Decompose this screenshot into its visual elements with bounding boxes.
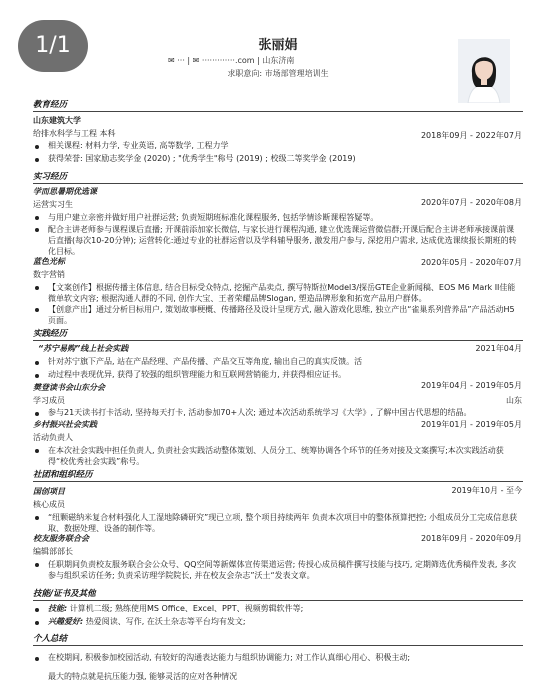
section-education-title: 教育经历 [33,98,523,112]
internship-item: 配合主讲老师参与课程课后直播; 开课前添加家长微信, 与家长进行课程沟通, 建立优选课运营微信群;开课后配合主讲老师承接课前课后直播(每次10-20分钟); 运营转化:通过专业的社群运营以及学科辅导服务, 激发用户参与, 深挖用户需求, 达成优选课续报长期班的转化目标。 [48,225,517,256]
education-dates: 2018年09月 - 2022年07月 [420,131,522,140]
bullet [35,308,39,312]
practice-name: 樊登读书会山东分会 [33,383,105,392]
section-skills-title: 技能/证书及其他 [33,587,523,601]
practice-name: 乡村振兴社会实践 [33,420,97,429]
job-intent: 求职意向: 市场部管理培训生 [227,69,329,78]
internship-dates: 2020年05月 - 2020年07月 [420,258,522,267]
skill-text: 热爱阅读、写作, 在沃土杂志等平台均有发文; [85,617,246,626]
bullet [35,449,39,453]
internship-item: 【创意产出】通过分析目标用户, 策划故事梗概、传播路径及设计呈现方式, 融入游戏化思维, 独立产出“雀巢系列营养品”产品活动H5页面。 [48,305,515,325]
bullet [35,158,39,162]
education-item: 相关课程: 材料力学, 专业英语, 高等数学, 工程力学 [48,141,229,150]
org-name: 校友服务联合会 [33,534,89,543]
section-practice-title: 实践经历 [33,327,523,341]
practice-item: 在本次社会实践中担任负责人, 负责社会实践活动整体策划、人员分工、统筹协调各个环节的任务对接及文案撰写;本次实践活动获得“校优秀社会实践”称号。 [48,446,504,466]
candidate-name: 张丽娟 [258,38,298,53]
bullet [35,608,39,612]
org-item: 任职期间负责校友服务联合会公众号、QQ空间等新媒体宣传渠道运营; 传授心成员稿件撰写技能与技巧, 定期筛选优秀稿件发表, 多次参与组织采访任务; 负责采访理学院院长, 并在校友会杂志”沃土“发表文章。 [48,560,516,580]
practice-item: 针对苏宁旗下产品, 站在产品经理、产品传播、产品交互等角度, 输出自己的真实反馈。活 [48,357,363,366]
contact-info: ✉ ··· | ✉ ·············.com | 山东济南 [168,56,295,65]
skill-row [48,617,246,628]
bullet [35,563,39,567]
practice-dates: 2019年04月 - 2019年05月 [420,381,522,390]
practice-name: “苏宁易购”线上社会实践 [38,344,129,353]
section-summary-title: 个人总结 [33,632,523,646]
bullet [35,412,39,416]
practice-role: 学习成员 [33,396,65,405]
org-dates: 2018年09月 - 2020年09月 [420,534,522,543]
practice-item: 参与21天读书打卡活动, 坚持每天打卡, 活动参加70+人次; 通过本次活动系统学习《大学》, 了解中国古代思想的结晶。 [48,408,472,417]
internship-role: 数字营销 [33,270,65,279]
summary-item: 最大的特点就是抗压能力强, 能够灵活的应对各种情况 [48,672,238,681]
practice-role: 活动负责人 [33,433,73,442]
bullet [35,361,39,365]
education-item: 获得荣誉: 国家励志奖学金 (2020) ; "优秀学生"称号 (2019) ; 校级二等奖学金 (2019) [48,154,356,163]
practice-item: 动过程中表现优异, 获得了较强的组织管理能力和互联网营销能力, 并获得相应证书。 [48,370,347,379]
section-internship-title: 实习经历 [33,170,523,184]
org-role: 核心成员 [33,500,65,509]
internship-role: 运营实习生 [33,200,73,209]
bullet [35,286,39,290]
internship-item: 与用户建立亲密并做好用户社群运营; 负责短期班标准化课程服务, 包括学情诊断课程答疑等。 [48,213,379,222]
internship-dates: 2020年07月 - 2020年08月 [420,198,522,207]
skill-row [48,604,303,615]
internship-item: 【文案创作】根据传播主体信息, 结合目标受众特点, 挖掘产品卖点, 撰写特斯拉Model3/探岳GTE企业新闻稿、EOS M6 Mark II佳能微单软文内容; 根据沟通人群的不同, 创作大宝、王者荣耀品牌Slogan, 塑造品牌形象和拓宽产品用户群体。 [48,283,516,303]
bullet [35,374,39,378]
internship-company: 学而思暑期优选课 [33,187,97,196]
skill-label: 技能: [48,604,68,613]
practice-dates: 2019年01月 - 2019年05月 [420,420,522,429]
internship-company: 蓝色光标 [33,257,65,266]
org-item: “纽颗磁纳米复合材料强化人工湿地除磷研究”现已立项, 整个项目持续两年 负责本次项目中的整体预算把控; 小组成员分工完成信息获取、数据处理、设备的制作等。 [48,513,518,533]
org-dates: 2019年10月 - 至今 [451,486,522,495]
practice-place: 山东 [506,396,522,405]
section-organization-title: 社团和组织经历 [33,468,523,482]
practice-dates: 2021年04月 [475,344,522,353]
summary-item: 在校期间, 积极参加校园活动, 有较好的沟通表达能力与组织协调能力; 对工作认真细心用心、积极主动; [48,653,411,662]
school-name: 山东建筑大学 [33,116,81,125]
bullet [35,228,39,232]
bullet [35,145,39,149]
org-role: 编辑部部长 [33,547,73,556]
bullet [35,516,39,520]
school-major: 给排水科学与工程 本科 [33,129,116,138]
profile-photo [458,39,510,103]
page-indicator: 1/1 [18,20,88,72]
bullet [35,216,39,220]
org-name: 国创项目 [33,487,65,496]
skill-text: 计算机二级; 熟练使用MS Office、Excel、PPT、视频剪辑软件等; [69,604,304,613]
bullet [35,657,39,661]
bullet [35,621,39,625]
skill-label: 兴趣爱好: [48,617,84,626]
